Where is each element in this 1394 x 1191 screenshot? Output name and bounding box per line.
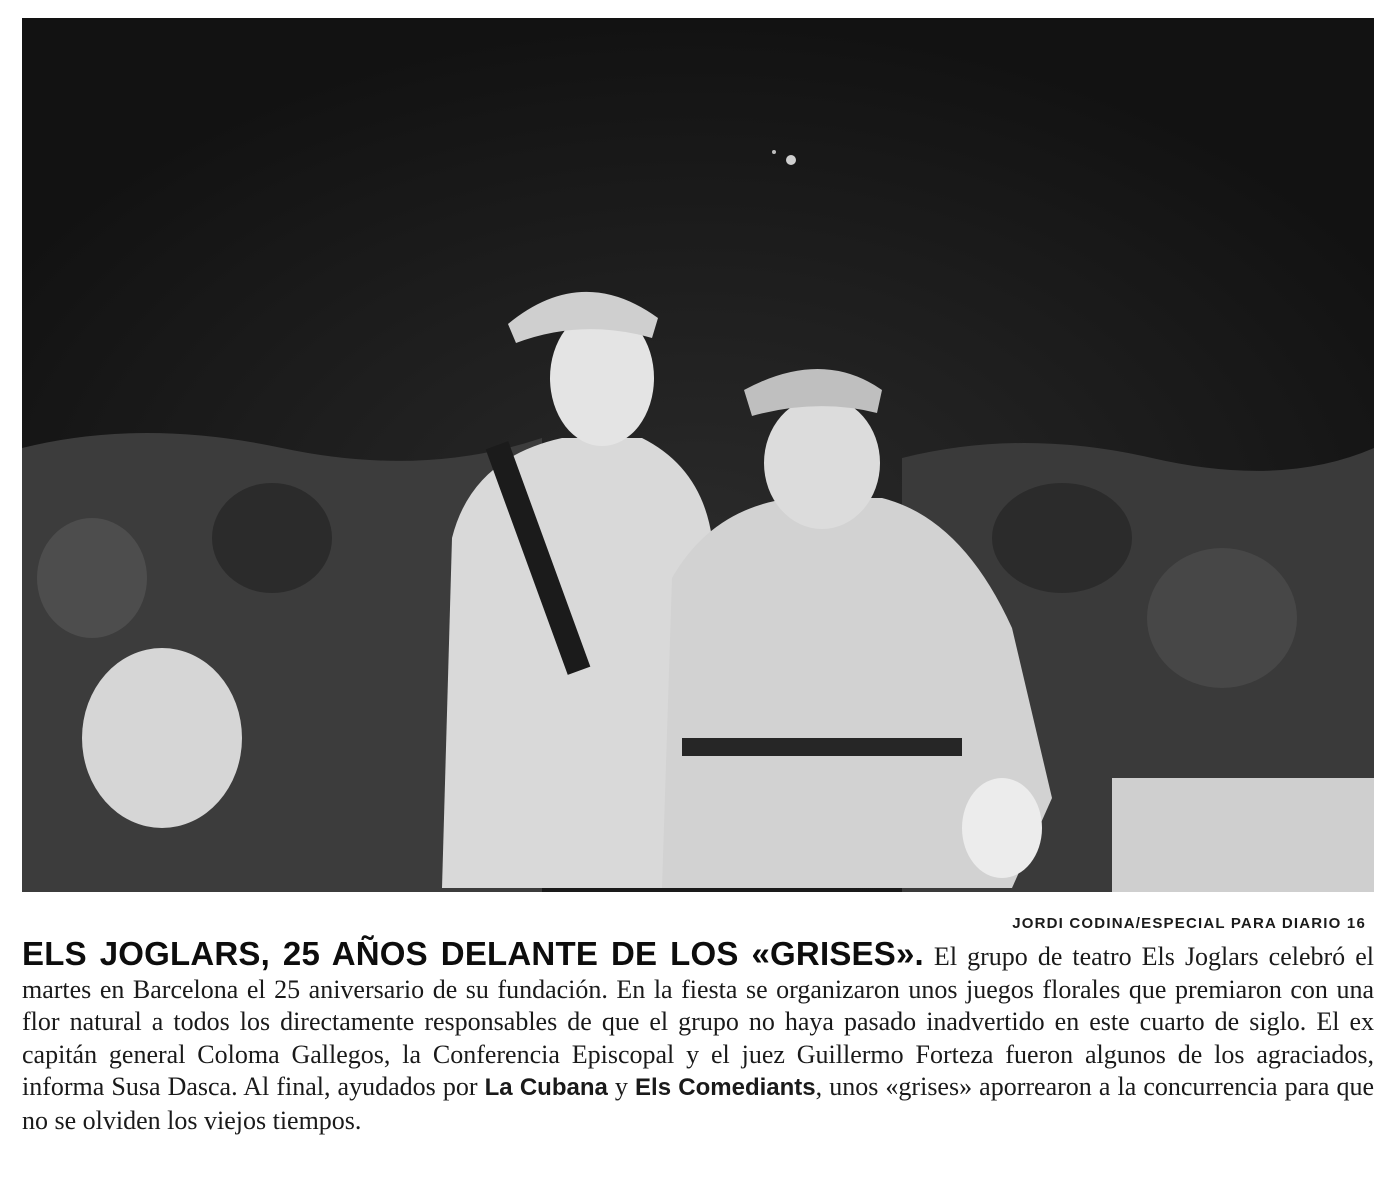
audience-head-light <box>82 648 242 828</box>
audience-head <box>1147 548 1297 688</box>
audience-head <box>992 483 1132 593</box>
audience-head <box>212 483 332 593</box>
actor-right-face <box>764 397 880 529</box>
news-photo <box>22 18 1374 892</box>
photo-credit: JORDI CODINA/ESPECIAL PARA DIARIO 16 <box>1012 915 1366 932</box>
body-text-part2: , unos «grises» aporrearon a la concurrencia para que no se olviden los viejos tiempos. <box>22 1072 1375 1135</box>
light-spot <box>772 150 776 154</box>
audience-paper <box>1112 778 1374 892</box>
audience-head <box>37 518 147 638</box>
headline: ELS JOGLARS, 25 AÑOS DELANTE DE LOS «GRISES». <box>22 935 924 972</box>
body-text-part1: El grupo de teatro Els Joglars celebró el martes en Barcelona el 25 aniversario de su fundación. En la fiesta se organizaron unos juegos florales que premiaron con una flor natural a todos los directamente responsables de que el grupo no haya pasado inadvertido en este cuarto de siglo. El ex capitán general Coloma Gallegos, la Conferencia Episcopal y el juez Guillermo Forteza fueron algunos de los agraciados, informa Susa Dasca. Al final, ayudados por <box>22 942 1374 1101</box>
actor-right-hand <box>962 778 1042 878</box>
company-name: La Cubana <box>484 1074 608 1101</box>
photo-illustration <box>22 18 1374 892</box>
light-spot <box>786 155 796 165</box>
company-name: Els Comediants <box>635 1074 816 1101</box>
article-body <box>22 935 1375 1137</box>
actor-right-belt <box>682 738 962 756</box>
body-text-and: y <box>607 1072 636 1101</box>
